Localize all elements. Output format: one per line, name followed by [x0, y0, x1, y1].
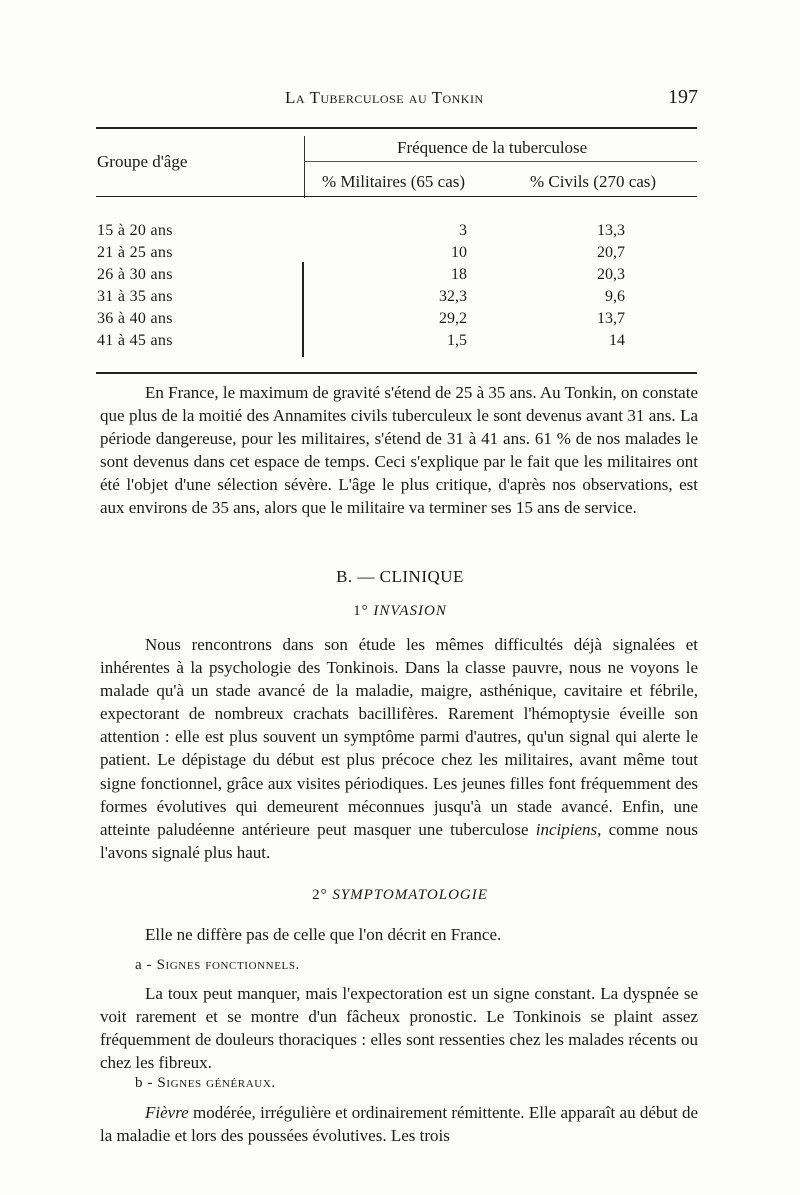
- military-cell: 29,2: [439, 310, 467, 327]
- subheading-title: SYMPTOMATOLOGIE: [332, 887, 488, 903]
- military-cell: 32,3: [439, 288, 467, 305]
- table-header-frequency: Fréquence de la tuberculose: [397, 138, 588, 157]
- age-cell: 21 à 25 ans: [97, 244, 173, 261]
- civil-cell: 9,6: [605, 288, 625, 305]
- table-row: [97, 288, 697, 310]
- paragraph-italic-term: incipiens: [535, 819, 598, 839]
- running-title: La Tuberculose au Tonkin: [285, 88, 484, 107]
- side-heading-title: Signes fonctionnels.: [156, 957, 300, 973]
- subheading-symptomatologie: [0, 887, 800, 904]
- table-row: [97, 266, 697, 288]
- table-row: [97, 310, 697, 332]
- age-cell: 36 à 40 ans: [97, 310, 173, 327]
- table-header-bottom-rule: [96, 196, 697, 197]
- side-heading-title: Signes généraux.: [157, 1075, 276, 1091]
- age-cell: 31 à 35 ans: [97, 288, 173, 305]
- civil-cell: 14: [609, 332, 625, 349]
- table-row: [97, 222, 697, 244]
- civil-cell: 13,7: [597, 310, 625, 327]
- side-heading-letter: b -: [135, 1075, 154, 1091]
- subheading-number: 2°: [312, 887, 328, 903]
- table-header-military: % Militaires (65 cas): [322, 172, 466, 191]
- table-body-divider: [302, 262, 304, 357]
- civil-cell: 20,3: [597, 266, 625, 283]
- table-row: [97, 244, 697, 266]
- table-header-civil: % Civils (270 cas): [530, 172, 657, 191]
- page-number: 197: [668, 86, 698, 108]
- age-cell: 15 à 20 ans: [97, 222, 173, 239]
- table-subheader-rule: [304, 161, 697, 162]
- side-heading-signes-generaux: [135, 1075, 276, 1092]
- paragraph-italic-term: Fièvre: [145, 1103, 189, 1122]
- side-heading-letter: a -: [135, 957, 153, 973]
- military-cell: 1,5: [447, 332, 467, 349]
- paragraph-symptomatologie: Elle ne diffère pas de celle que l'on décrit en France.: [145, 925, 502, 944]
- age-cell: 26 à 30 ans: [97, 266, 173, 283]
- table-header-divider: [304, 136, 305, 198]
- table-header-age-group: Groupe d'âge: [97, 152, 188, 171]
- paragraph-text: modérée, irrégulière et ordinairement rémittente. Elle apparaît au début de la maladie et lors des poussées évolutives. Les trois: [100, 1103, 698, 1146]
- paragraph-invasion: [100, 633, 698, 864]
- section-heading-clinique: B. — CLINIQUE: [336, 567, 464, 586]
- paragraph-age-gravity: En France, le maximum de gravité s'étend de 25 à 35 ans. Au Tonkin, on constate que plus de la moitié des Annamites civils tuberculeux le sont devenus avant 31 ans. La période dangereuse, pour les militaires, s'étend de 31 à 41 ans. 61 % de nos malades le sont devenus dans cet espace de temps. Ceci s'explique par le fait que les militaires ont été l'objet d'une sélection sévère. L'âge le plus critique, d'après nos observations, est aux environs de 35 ans, alors que le militaire va terminer ses 15 ans de service.: [100, 383, 698, 518]
- table-top-rule: [96, 127, 697, 129]
- military-cell: 18: [451, 266, 467, 283]
- side-heading-signes-fonctionnels: [135, 957, 300, 974]
- subheading-title: INVASION: [373, 603, 447, 619]
- military-cell: 10: [451, 244, 467, 261]
- paragraph-text: Nous rencontrons dans son étude les mêmes difficultés déjà signalées et inhérentes à la psychologie des Tonkinois. Dans la classe pauvre, nous ne voyons le malade qu'à un stade avancé de la maladie, maigre, asthénique, cavitaire et fébrile, expectorant de nombreux crachats bacillifères. Rarement l'hémoptysie éveille son attention : elle est plus souvent un symptôme parmi d'autres, qu'un signal qui alerte le patient. Le dépistage du début est plus précoce chez les militaires, avant même tout signe fonctionnel, grâce aux visites périodiques. Les jeunes filles font fréquemment des formes évolutives qui demeurent méconnues jusqu'à un stade avancé. Enfin, une atteinte paludéenne antérieure peut masquer une tuberculose: [100, 635, 698, 839]
- table-row: [97, 332, 697, 354]
- subheading-number: 1°: [353, 603, 369, 619]
- subheading-invasion: [0, 603, 800, 620]
- paragraph-text: , comme nous l'avons signalé plus haut.: [100, 819, 698, 862]
- age-cell: 41 à 45 ans: [97, 332, 173, 349]
- military-cell: 3: [459, 222, 467, 239]
- table-bottom-rule: [96, 372, 697, 374]
- civil-cell: 13,3: [597, 222, 625, 239]
- civil-cell: 20,7: [597, 244, 625, 261]
- paragraph-signes-generaux: [100, 1101, 698, 1147]
- paragraph-signes-fonctionnels: La toux peut manquer, mais l'expectoration est un signe constant. La dyspnée se voit rarement et se montre d'un fâcheux pronostic. Le Tonkinois se plaint assez fréquemment de douleurs thoraciques : elles sont ressenties chez les malades récents ou chez les fibreux.: [100, 984, 698, 1073]
